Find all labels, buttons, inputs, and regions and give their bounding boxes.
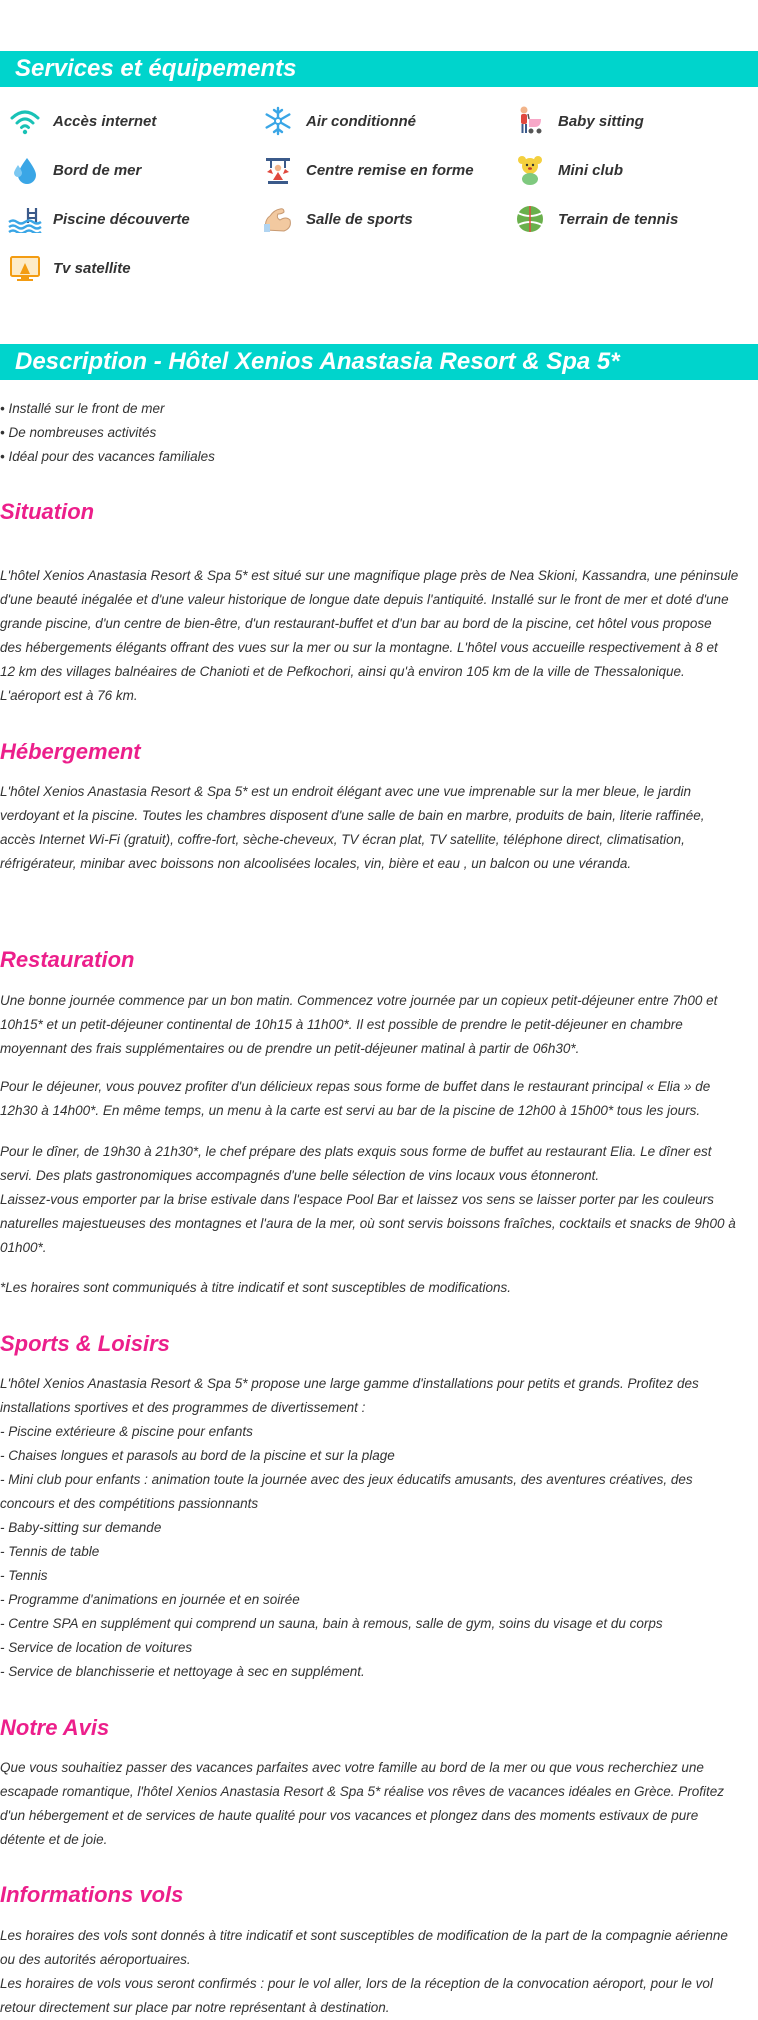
text-line: - Tennis de table bbox=[0, 1544, 100, 1559]
restauration-text-lunch bbox=[0, 1075, 758, 1123]
restauration-heading: Restauration bbox=[0, 947, 135, 972]
services-banner bbox=[0, 51, 758, 87]
avis-heading: Notre Avis bbox=[0, 1715, 110, 1740]
hebergement-heading: Hébergement bbox=[0, 739, 141, 764]
service-item-tv bbox=[0, 252, 131, 284]
service-item-pool bbox=[0, 203, 190, 235]
text-line: Laissez-vous emporter par la brise estivale dans l'espace Pool Bar et laissez vos sens se laisser porter par les couleurs bbox=[0, 1192, 714, 1207]
text-line: - Tennis bbox=[0, 1568, 48, 1583]
sports-heading: Sports & Loisirs bbox=[0, 1331, 170, 1356]
wifi-icon bbox=[8, 105, 42, 137]
vols-text bbox=[0, 1924, 758, 2020]
service-item-baby-sitting bbox=[505, 105, 644, 137]
text-line: Pour le dîner, de 19h30 à 21h30*, le chef prépare des plats exquis sous forme de buffet au restaurant Elia. Le dîner est bbox=[0, 1144, 712, 1159]
text-line: - Service de location de voitures bbox=[0, 1640, 193, 1655]
service-label: Salle de sports bbox=[306, 210, 413, 228]
service-label: Bord de mer bbox=[53, 161, 142, 179]
text-line: - Chaises longues et parasols au bord de la piscine et sur la plage bbox=[0, 1448, 395, 1463]
text-line: - Centre SPA en supplément qui comprend un sauna, bain à remous, salle de gym, soins du visage et du corps bbox=[0, 1616, 663, 1631]
pool-icon bbox=[8, 203, 42, 235]
text-line: détente et de joie. bbox=[0, 1832, 108, 1847]
text-line: grande piscine, d'un centre de bien-être, d'un restaurant-buffet et d'un bar au bord de la piscine, cet hôtel vous propose bbox=[0, 616, 712, 631]
restauration-note bbox=[0, 1276, 758, 1300]
service-item-internet bbox=[0, 105, 156, 137]
text-line: Les horaires de vols vous seront confirmés : pour le vol aller, lors de la réception de la convocation aéroport, pour le vol bbox=[0, 1976, 713, 1991]
service-label: Mini club bbox=[558, 161, 623, 179]
text-line: servi. Des plats gastronomiques accompagnés d'une belle sélection de vins locaux vous étonneront. bbox=[0, 1168, 600, 1183]
text-line: L'hôtel Xenios Anastasia Resort & Spa 5* est situé sur une magnifique plage près de Nea Skioni, Kassandra, une péninsule bbox=[0, 568, 739, 583]
service-label: Air conditionné bbox=[306, 112, 416, 130]
water-drops-icon bbox=[8, 154, 42, 186]
restauration-text-dinner bbox=[0, 1140, 758, 1260]
text-line: moyennant des frais supplémentaires ou de prendre un petit-déjeuner matinal à partir de 06h30*. bbox=[0, 1041, 580, 1056]
text-line: 12 km des villages balnéaires de Chanioti et de Pefkochori, ainsi qu'à environ 105 km de la ville de Thessalonique. bbox=[0, 664, 685, 679]
text-line: *Les horaires sont communiqués à titre indicatif et sont susceptibles de modifications. bbox=[0, 1280, 512, 1295]
avis-text bbox=[0, 1756, 758, 1852]
service-item-air-conditioning bbox=[253, 105, 416, 137]
tennis-ball-icon bbox=[513, 203, 547, 235]
text-line: - Baby-sitting sur demande bbox=[0, 1520, 162, 1535]
text-line: installations sportives et des programmes de divertissement : bbox=[0, 1400, 366, 1415]
service-label: Baby sitting bbox=[558, 112, 644, 130]
situation-text bbox=[0, 564, 758, 708]
teddy-bear-icon bbox=[513, 154, 547, 186]
text-line: - Service de blanchisserie et nettoyage à sec en supplément. bbox=[0, 1664, 365, 1679]
text-line: réfrigérateur, minibar avec boissons non alcoolisées locales, vin, bière et eau , un balcon ou une véranda. bbox=[0, 856, 632, 871]
text-line: Une bonne journée commence par un bon matin. Commencez votre journée par un copieux petit-déjeuner entre 7h00 et bbox=[0, 993, 718, 1008]
text-line: L'aéroport est à 76 km. bbox=[0, 688, 138, 703]
text-line: des hébergements élégants offrant des vues sur la mer ou sur la montagne. L'hôtel vous accueille respectivement à 8 et bbox=[0, 640, 718, 655]
service-item-gym bbox=[253, 203, 413, 235]
text-line: Que vous souhaitiez passer des vacances parfaites avec votre famille au bord de la mer ou que vous recherchiez une bbox=[0, 1760, 704, 1775]
service-item-seaside bbox=[0, 154, 141, 186]
text-line: Les horaires des vols sont donnés à titre indicatif et sont susceptibles de modification de la part de la compagnie aérienne bbox=[0, 1928, 728, 1943]
service-label: Terrain de tennis bbox=[558, 210, 679, 228]
text-line: - Piscine extérieure & piscine pour enfants bbox=[0, 1424, 253, 1439]
service-item-fitness bbox=[253, 154, 474, 186]
text-line: d'une beauté inégalée et d'une valeur historique de longue date depuis l'antiquité. Installé sur le front de mer et doté d'une bbox=[0, 592, 729, 607]
list-item: • Idéal pour des vacances familiales bbox=[0, 449, 215, 464]
snowflake-icon bbox=[261, 105, 295, 137]
vols-heading: Informations vols bbox=[0, 1882, 184, 1907]
text-line: 12h30 à 14h00*. En même temps, un menu à la carte est servi au bar de la piscine de 12h00 à 15h00* tous les jours. bbox=[0, 1103, 701, 1118]
service-label: Tv satellite bbox=[53, 259, 131, 277]
text-line: retour directement sur place par notre représentant à destination. bbox=[0, 2000, 390, 2015]
text-line: accès Internet Wi-Fi (gratuit), coffre-fort, sèche-cheveux, TV écran plat, TV satellite, téléphone direct, climatisation, bbox=[0, 832, 685, 847]
text-line: d'un hébergement et de services de haute qualité pour vos vacances et plongez dans des moments estivaux de pure bbox=[0, 1808, 699, 1823]
services-title: Services et équipements bbox=[15, 55, 297, 82]
text-line: L'hôtel Xenios Anastasia Resort & Spa 5* propose une large gamme d'installations pour petits et grands. Profitez des bbox=[0, 1376, 699, 1391]
restauration-text-breakfast bbox=[0, 989, 758, 1061]
description-title: Description - Hôtel Xenios Anastasia Resort & Spa 5* bbox=[15, 348, 620, 375]
text-line: - Mini club pour enfants : animation toute la journée avec des jeux éducatifs amusants, des aventures créatives, des bbox=[0, 1472, 693, 1487]
stroller-icon bbox=[513, 105, 547, 137]
sports-text bbox=[0, 1372, 758, 1684]
service-item-tennis bbox=[505, 203, 678, 235]
text-line: concours et des compétitions passionnants bbox=[0, 1496, 259, 1511]
text-line: 01h00*. bbox=[0, 1240, 47, 1255]
spa-massage-icon bbox=[261, 154, 295, 186]
service-label: Accès internet bbox=[53, 112, 157, 130]
service-item-mini-club bbox=[505, 154, 623, 186]
text-line: Pour le déjeuner, vous pouvez profiter d'un délicieux repas sous forme de buffet dans le restaurant principal « Elia » de bbox=[0, 1079, 711, 1094]
muscle-arm-icon bbox=[261, 203, 295, 235]
text-line: ou des autorités aéroportuaires. bbox=[0, 1952, 191, 1967]
situation-heading: Situation bbox=[0, 499, 95, 524]
tv-icon bbox=[8, 252, 42, 284]
text-line: L'hôtel Xenios Anastasia Resort & Spa 5* est un endroit élégant avec une vue imprenable sur la mer bleue, le jardin bbox=[0, 784, 691, 799]
text-line: naturelles majestueuses des montagnes et l'aura de la mer, où sont servis boissons fraîches, cocktails et snacks de 9h00 à bbox=[0, 1216, 736, 1231]
list-item: • De nombreuses activités bbox=[0, 425, 157, 440]
service-label: Centre remise en forme bbox=[306, 161, 474, 179]
service-label: Piscine découverte bbox=[53, 210, 190, 228]
text-line: escapade romantique, l'hôtel Xenios Anastasia Resort & Spa 5* réalise vos rêves de vacances idéales en Grèce. Profitez bbox=[0, 1784, 724, 1799]
text-line: verdoyant et la piscine. Toutes les chambres disposent d'une salle de bain en marbre, produits de bain, literie raffinée, bbox=[0, 808, 705, 823]
text-line: 10h15* et un petit-déjeuner continental de 10h15 à 11h00*. Il est possible de prendre le petit-déjeuner en chambre bbox=[0, 1017, 683, 1032]
description-banner bbox=[0, 344, 758, 380]
highlights-list bbox=[0, 397, 215, 469]
text-line: - Programme d'animations en journée et en soirée bbox=[0, 1592, 300, 1607]
hebergement-text bbox=[0, 780, 758, 876]
list-item: • Installé sur le front de mer bbox=[0, 401, 165, 416]
